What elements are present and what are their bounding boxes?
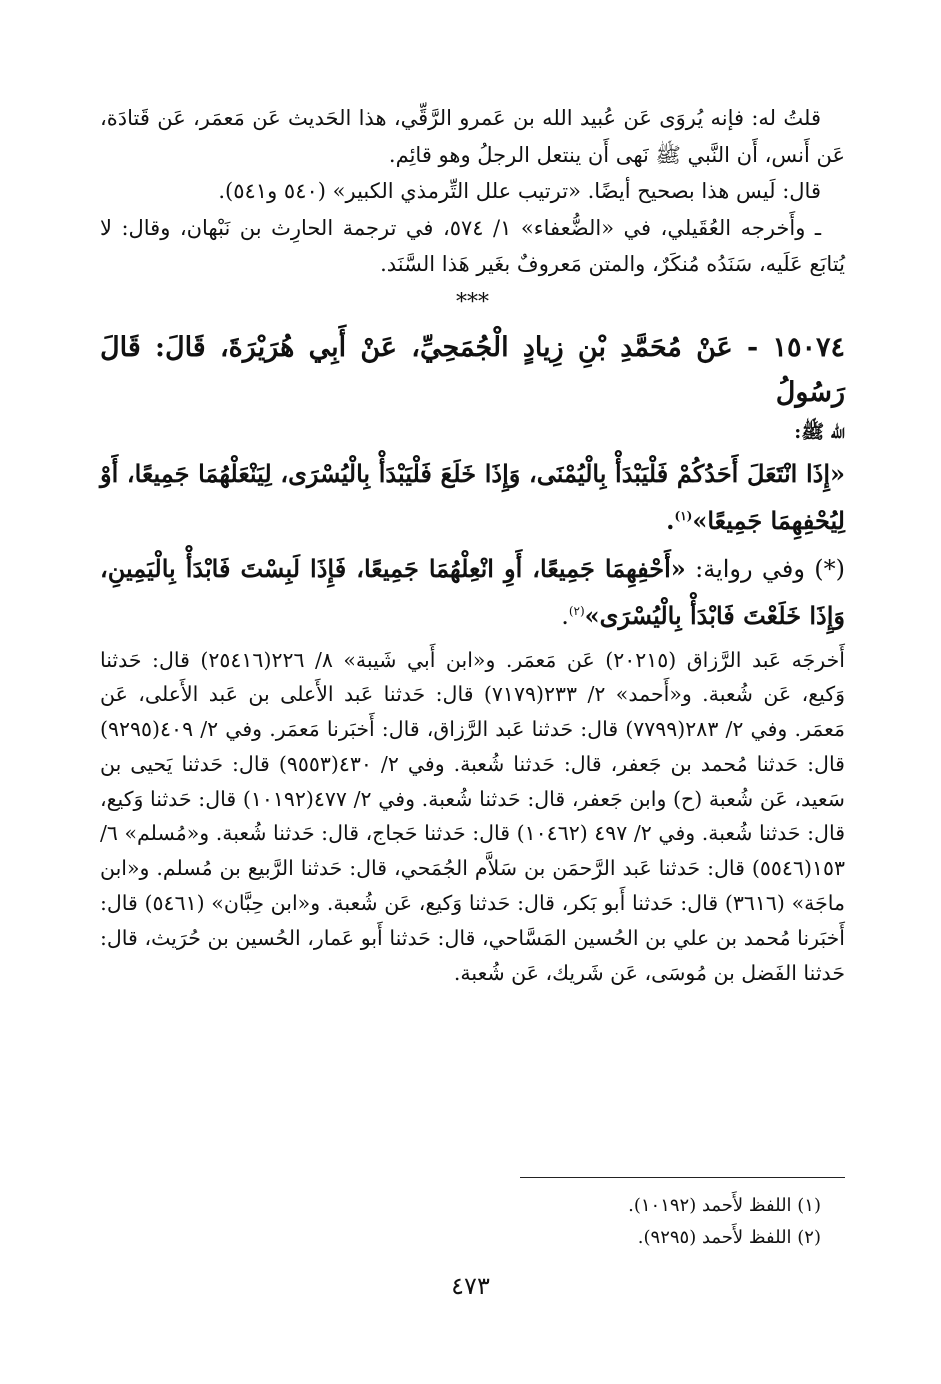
page-number: ٤٧٣: [451, 1272, 490, 1300]
intro-paragraph-1: قلتُ له: فإنه يُروَى عَن عُبيد الله بن عَمرو الرَّقِّي، هذا الحَديث عَن مَعمَر، عَن قَتادَة، عَن أَنس، أَن النَّبي ﷺ نَهى أَن ينتعل الرجلُ وهو قائِم.: [100, 106, 845, 167]
footnote-ref-1: (١): [674, 508, 693, 523]
hadith-text: [100, 453, 845, 542]
section-separator: ***: [456, 289, 489, 315]
hadith-heading-continuation: الله ﷺ:: [794, 420, 845, 443]
footnote-divider: [520, 1177, 845, 1178]
footnote-2: (٢) اللفظ لأَحمد (٩٢٩٥).: [637, 1227, 821, 1248]
main-text: [100, 100, 845, 990]
footnote-1: (١) اللفظ لأَحمد (١٠١٩٢).: [628, 1195, 821, 1216]
hadith-heading: ١٥٠٧٤ - عَنْ مُحَمَّدِ بْنِ زِيادٍ الْجُمَحِيِّ، عَنْ أَبِي هُرَيْرَةَ، قَالَ: قَالَ رَسُولُ: [100, 331, 845, 408]
footnote-ref-2: (٢): [568, 603, 585, 618]
hadith-text-body: «إِذَا انْتَعَلَ أَحَدُكُمْ فَلْيَبْدَأْ بِالْيُمْنَى، وَإِذَا خَلَعَ فَلْيَبْدَأْ بِالْيُسْرَى، لِيَنْعَلْهُمَا جَمِيعًا، أَوْ لِيُحْفِهِمَا جَمِيعًا»: [100, 458, 845, 535]
riwaya-text: «أَحْفِهِمَا جَمِيعًا، أَوِ انْعِلْهُمَا جَمِيعًا، فَإِذَا لَبِسْتَ فَابْدَأْ بِالْيَمِينِ، وَإِذَا خَلَعْتَ فَابْدَأْ بِالْيُسْرَى»: [100, 553, 845, 630]
riwaya-label: (*) وفي رواية:: [695, 554, 845, 583]
intro-paragraph-2: قال: لَيس هذا بصحيح أيضًا. «ترتيب علل التِّرمذي الكبير» (٥٤٠ و٥٤١).: [218, 179, 821, 203]
takhrij-paragraph: أَخرجَه عَبد الرَّزاق (٢٠٢١٥) عَن مَعمَر. و«ابن أَبي شَيبة» ٨/ ٢٢٦(٢٥٤١٦) قال: حَدثنا وَكيع، عَن شُعبة. و«أَحمد» ٢/ ٢٣٣(٧١٧٩) قال: حَدثنا عَبد الأَعلى بن عَبد الأَعلى، عَن مَعمَر. وفي ٢/ ٢٨٣(٧٧٩٩) قال: حَدثنا عَبد الرَّزاق، قال: أَخبَرنا مَعمَر. وفي ٢/ ٤٠٩(٩٢٩٥) قال: حَدثنا مُحمد بن جَعفر، قال: حَدثنا شُعبة. وفي ٢/ ٤٣٠(٩٥٥٣) قال: حَدثنا يَحيى بن سَعيد، عَن شُعبة (ح) وابن جَعفر، قال: حَدثنا شُعبة. وفي ٢/ ٤٧٧(١٠١٩٢) قال: حَدثنا وَكيع، قال: حَدثنا شُعبة. وفي ٢/ ٤٩٧ (١٠٤٦٢) قال: حَدثنا حَجاج، قال: حَدثنا شُعبة. و«مُسلم» ٦/ ١٥٣(٥٥٤٦) قال: حَدثنا عَبد الرَّحمَن بن سَلاَّم الجُمَحي، قال: حَدثنا الرَّبيع بن مُسلم. و«ابن ماجَة» (٣٦١٦) قال: حَدثنا أَبو بَكر، قال: حَدثنا وَكيع، عَن شُعبة. و«ابن حِبَّان» (٥٤٦١) قال: أَخبَرنا مُحمد بن علي بن الحُسين المَسَّاحي، قال: حَدثنا أَبو عَمار، الحُسين بن حُرَيث، قال: حَدثنا الفَضل بن مُوسَى، عَن شَريك، عَن شُعبة.: [100, 647, 846, 985]
footnotes: [100, 1190, 845, 1254]
riwaya-paragraph: [100, 548, 845, 637]
intro-paragraph-3: ـ وأَخرجه العُقَيلي، في «الضُّعفاء» ١/ ٥٧٤، في ترجمة الحارِث بن نَبْهان، وقال: لا يُتابَع عَلَيه، سَنَدُه مُنكَرٌ، والمتن مَعروفٌ بغَير هَذا السَّنَد.: [100, 215, 845, 276]
hadith-text-end: .: [666, 505, 675, 535]
riwaya-end: .: [561, 601, 569, 630]
